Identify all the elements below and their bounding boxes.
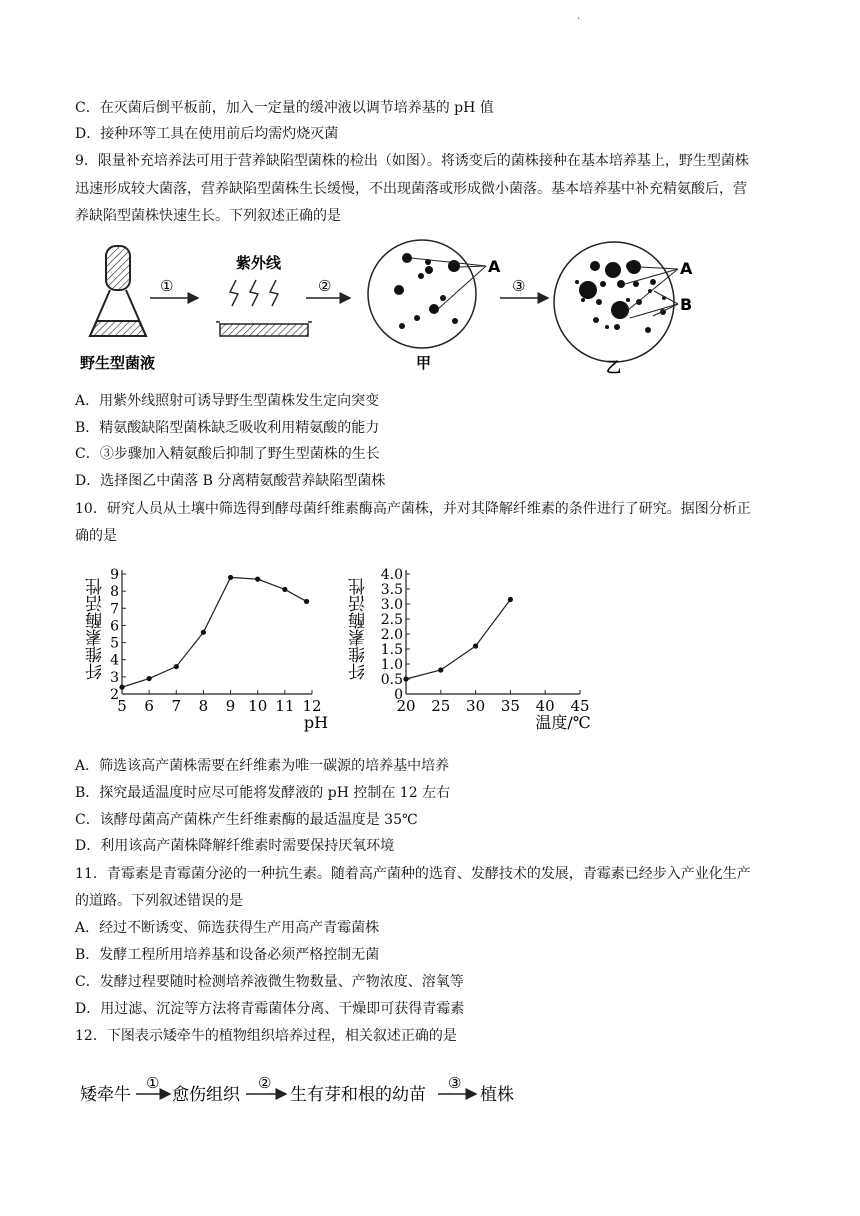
data-point: [473, 643, 478, 648]
x-tick-label: 11: [275, 697, 295, 715]
y-tick-label: 2.5: [380, 612, 403, 628]
x-axis-label: pH: [303, 713, 329, 732]
x-tick-label: 30: [466, 697, 486, 715]
flow-step-2: 生有芽和根的幼苗: [290, 1085, 426, 1105]
q9-stem-line1: 9．限量补充培养法可用于营养缺陷型菌株的检出（如图）。将诱变后的菌株接种在基本培养基上，野生型菌株: [75, 153, 749, 169]
x-tick-label: 10: [248, 697, 268, 715]
y-tick-label: 3.0: [380, 597, 403, 613]
y-tick-label: 4: [110, 652, 119, 669]
x-tick-label: 25: [431, 697, 451, 715]
x-tick-label: 20: [396, 697, 416, 715]
q10-option-a: A．筛选该高产菌株需要在纤维素为唯一碳源的培养基中培养: [75, 758, 450, 774]
series-line: [122, 577, 307, 687]
flask-icon: [90, 246, 146, 336]
y-tick-label: 2: [110, 687, 119, 703]
petri-dish-jia: [368, 240, 486, 348]
y-axis-label: 纤维素酶活性: [86, 578, 106, 680]
label-a-2: A: [680, 259, 693, 278]
flow-step-1: 愈伤组织: [172, 1085, 240, 1105]
data-point: [508, 597, 513, 602]
y-tick-label: 1.5: [380, 642, 403, 658]
dish-jia-label: 甲: [416, 354, 432, 372]
y-tick-label: 8: [110, 584, 119, 601]
y-tick-label: 5: [110, 635, 119, 652]
data-point: [438, 667, 443, 672]
x-tick-label: 9: [225, 697, 236, 715]
data-point: [282, 587, 287, 592]
flask-label: 野生型菌液: [80, 354, 156, 372]
q10-stem-line2: 确的是: [75, 528, 117, 544]
x-tick-label: 8: [198, 697, 209, 715]
q11-stem-line2: 的道路。下列叙述错误的是: [75, 893, 243, 909]
y-tick-label: 0.5: [380, 672, 403, 688]
q12-stem: 12．下图表示矮牵牛的植物组织培养过程，相关叙述正确的是: [75, 1028, 457, 1044]
flow-num-1: ①: [146, 1074, 160, 1092]
flow-num-3: ③: [448, 1074, 462, 1092]
q11-option-a: A．经过不断诱变、筛选获得生产用高产青霉菌株: [75, 920, 380, 936]
q10-option-c: C．该酵母菌高产菌株产生纤维素酶的最适温度是 35℃: [75, 812, 418, 828]
step-1-label: ①: [160, 277, 174, 295]
q8-option-c: C．在灭菌后倒平板前，加入一定量的缓冲液以调节培养基的 pH 值: [75, 100, 494, 116]
x-tick-label: 40: [535, 697, 555, 715]
y-tick-label: 6: [110, 618, 119, 635]
data-point: [201, 630, 206, 635]
q8-option-d: D．接种环等工具在使用前后均需灼烧灭菌: [75, 126, 339, 142]
plate-icon: [216, 322, 312, 336]
y-tick-label: 3: [110, 669, 119, 686]
x-tick-label: 6: [144, 697, 154, 715]
flow-step-3: 植株: [480, 1085, 514, 1105]
data-point: [147, 676, 152, 681]
q10-option-b: B．探究最适温度时应尽可能将发酵液的 pH 控制在 12 左右: [75, 785, 451, 801]
q9-option-b: B．精氨酸缺陷型菌株缺乏吸收利用精氨酸的能力: [75, 420, 380, 436]
data-point: [228, 575, 233, 580]
q10-option-d: D．利用该高产菌株降解纤维素时需要保持厌氧环境: [75, 838, 395, 854]
q11-option-b: B．发酵工程所用培养基和设备必须严格控制无菌: [75, 947, 380, 963]
x-tick-label: 5: [117, 697, 127, 715]
q9-option-d: D．选择图乙中菌落 B 分离精氨酸营养缺陷型菌株: [75, 473, 386, 489]
step-2-label: ②: [318, 277, 332, 295]
step-3-label: ③: [512, 277, 526, 295]
x-tick-label: 45: [570, 697, 590, 715]
y-tick-label: 0: [394, 687, 403, 703]
temperature-activity-chart: [345, 562, 615, 742]
q9-option-a: A．用紫外线照射可诱导野生型菌株发生定向突变: [75, 393, 380, 409]
q10-stem-line1: 10．研究人员从土壤中筛选得到酵母菌纤维素酶高产菌株，并对其降解纤维素的条件进行了研究。据图分析正: [75, 501, 751, 517]
label-b: B: [680, 295, 693, 314]
q11-stem-line1: 11．青霉素是青霉菌分泌的一种抗生素。随着高产菌种的选育、发酵技术的发展，青霉素已经步入产业化生产: [75, 866, 751, 882]
label-a-1: A: [488, 257, 501, 276]
x-tick-label: 35: [500, 697, 520, 715]
series-line: [406, 600, 510, 680]
data-point: [119, 685, 124, 690]
uv-rays-icon: [230, 280, 278, 306]
flow-num-2: ②: [258, 1074, 272, 1092]
uv-label: 紫外线: [236, 254, 282, 272]
q9-figure: [80, 236, 720, 378]
q11-option-c: C．发酵过程要随时检测培养液微生物数量、产物浓度、溶氧等: [75, 974, 464, 990]
x-axis-label: 温度/℃: [535, 713, 591, 732]
q9-option-c: C．③步骤加入精氨酸后抑制了野生型菌株的生长: [75, 446, 380, 462]
y-tick-label: 1.0: [380, 657, 403, 673]
header-mark: ·: [577, 14, 581, 25]
y-tick-label: 7: [110, 601, 119, 618]
dish-yi-label: 乙: [606, 358, 622, 376]
y-tick-label: 2.0: [380, 627, 403, 643]
y-axis-label: 纤维素酶活性: [349, 578, 369, 680]
data-point: [174, 664, 179, 669]
y-tick-label: 9: [110, 567, 119, 583]
q9-stem-line2: 迅速形成较大菌落，营养缺陷型菌株生长缓慢，不出现菌落或形成微小菌落。基本培养基中补充精氨酸后，营: [75, 181, 747, 197]
q9-stem-line3: 养缺陷型菌株快速生长。下列叙述正确的是: [75, 208, 341, 224]
ph-activity-chart: [80, 562, 340, 742]
y-tick-label: 3.5: [380, 582, 403, 598]
x-tick-label: 7: [171, 697, 182, 715]
q12-flow: [80, 1068, 540, 1112]
y-tick-label: 4.0: [380, 567, 403, 583]
data-point: [403, 676, 408, 681]
data-point: [255, 577, 260, 582]
q11-option-d: D．用过滤、沉淀等方法将青霉菌体分离、干燥即可获得青霉素: [75, 1001, 465, 1017]
petri-dish-yi: [554, 242, 678, 362]
x-tick-label: 12: [302, 697, 322, 715]
flow-step-0: 矮牵牛: [80, 1085, 131, 1105]
data-point: [304, 599, 309, 604]
